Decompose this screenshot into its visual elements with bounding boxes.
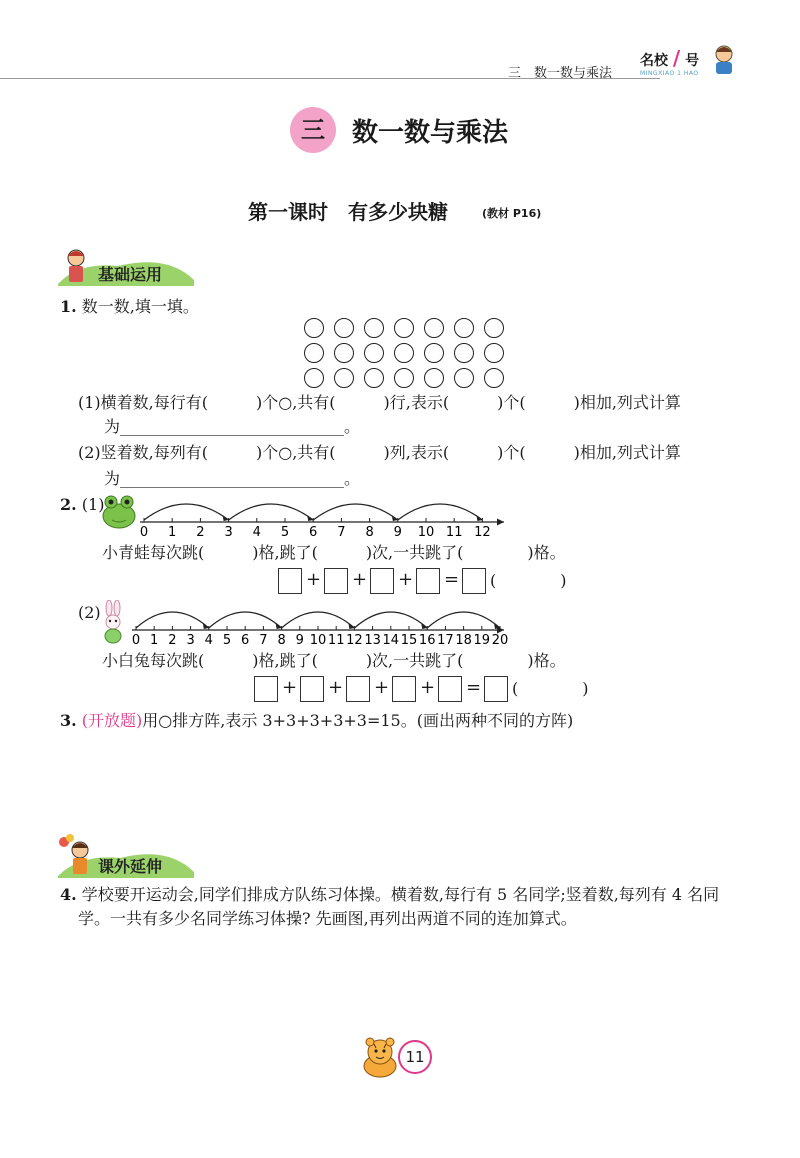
q1-prompt xyxy=(60,296,199,318)
tick-label: 2 xyxy=(168,633,177,648)
tick-label: 0 xyxy=(139,525,149,540)
q1-sub1-line1: (1)横着数,每行有( )个○,共有( )行,表示( )个( )相加,列式计算 xyxy=(78,393,681,412)
jump-arrowhead xyxy=(392,515,398,521)
tick-label: 16 xyxy=(418,633,436,648)
jump-arrowhead xyxy=(421,623,427,629)
tick-label: 2 xyxy=(196,525,205,540)
q1-circle-grid xyxy=(304,318,514,390)
tick-label: 7 xyxy=(259,633,268,648)
jump-arrowhead xyxy=(494,623,500,629)
brand-logo: 名校 / 号 xyxy=(640,46,700,70)
plus-sign: + xyxy=(328,677,344,698)
unit-paren: ( ) xyxy=(512,679,589,698)
jump-arrowhead xyxy=(348,623,354,629)
answer-box[interactable] xyxy=(254,676,278,702)
grid-circle xyxy=(304,343,324,363)
tick-label: 3 xyxy=(224,525,233,540)
grid-circle xyxy=(304,368,324,388)
plus-sign: + xyxy=(420,677,436,698)
jump-arc xyxy=(398,504,483,520)
q4-line1 xyxy=(60,884,719,906)
grid-circle xyxy=(334,343,354,363)
grid-circle xyxy=(364,343,384,363)
q2-number: 2. xyxy=(60,495,77,514)
brand-subtitle: MINGXIAO 1 HAO xyxy=(640,70,699,77)
grid-circle xyxy=(394,318,414,338)
tick-label: 9 xyxy=(393,525,402,540)
answer-box[interactable] xyxy=(300,676,324,702)
tick-label: 3 xyxy=(186,633,195,648)
section-title-extension: 课外延伸 xyxy=(98,857,163,876)
jump-arc xyxy=(136,612,209,628)
q3-number: 3. xyxy=(60,711,77,730)
grid-circle xyxy=(484,318,504,338)
jump-arrowhead xyxy=(307,515,313,521)
tick-label: 12 xyxy=(346,633,363,648)
grid-circle xyxy=(454,368,474,388)
brand-mark: 号 xyxy=(685,53,700,69)
grid-circle xyxy=(334,318,354,338)
tick-label: 1 xyxy=(150,633,159,648)
chapter-title: 数一数与乘法 xyxy=(352,118,509,148)
tick-label: 10 xyxy=(417,525,435,540)
q2-part2-text: 小白兔每次跳( )格,跳了( )次,一共跳了( )格。 xyxy=(102,651,566,670)
tick-label: 4 xyxy=(252,525,261,540)
tick-label: 8 xyxy=(277,633,286,648)
q1-sub1-line2: 为____________________________。 xyxy=(104,417,361,436)
q3-tag: (开放题) xyxy=(81,711,143,730)
answer-box[interactable] xyxy=(438,676,462,702)
tick-label: 20 xyxy=(491,633,509,648)
tick-label: 14 xyxy=(382,633,400,648)
jump-arc xyxy=(229,504,314,520)
header-chapter-nav: 三 数一数与乘法 xyxy=(508,66,613,81)
answer-box[interactable] xyxy=(346,676,370,702)
tick-label: 9 xyxy=(295,633,304,648)
tick-label: 11 xyxy=(327,633,345,648)
q2-equation-2 xyxy=(254,676,614,706)
q2-part1-label: (1) xyxy=(81,495,105,514)
grid-circle xyxy=(364,318,384,338)
tick-label: 7 xyxy=(337,525,346,540)
tick-label: 4 xyxy=(204,633,213,648)
tick-label: 0 xyxy=(131,633,141,648)
plus-sign: + xyxy=(306,569,322,590)
equals-sign: = xyxy=(444,569,460,590)
answer-box[interactable] xyxy=(416,568,440,594)
tiger-mascot-icon xyxy=(360,1036,400,1080)
grid-circle xyxy=(454,343,474,363)
plus-sign: + xyxy=(282,677,298,698)
q3-prompt xyxy=(60,710,573,732)
jump-arrowhead xyxy=(476,515,482,521)
tick-label: 1 xyxy=(168,525,177,540)
answer-box[interactable] xyxy=(370,568,394,594)
student-mascot-icon xyxy=(706,42,742,78)
section-title-basic: 基础运用 xyxy=(98,265,163,284)
tick-label: 13 xyxy=(364,633,381,648)
page-number: 11 xyxy=(405,1048,425,1066)
answer-box[interactable] xyxy=(462,568,486,594)
grid-circle xyxy=(484,343,504,363)
q1-sub2-line2: 为____________________________。 xyxy=(104,469,361,488)
plus-sign: + xyxy=(374,677,390,698)
plus-sign: + xyxy=(352,569,368,590)
tick-label: 8 xyxy=(365,525,374,540)
tick-label: 11 xyxy=(445,525,463,540)
lesson-title: 第一课时 有多少块糖 xyxy=(248,200,448,224)
grid-circle xyxy=(304,318,324,338)
q2-part2-label: (2) xyxy=(78,603,101,622)
tick-label: 17 xyxy=(437,633,454,648)
tick-label: 19 xyxy=(473,633,491,648)
jump-arc xyxy=(354,612,427,628)
brand-name: 名校 xyxy=(640,53,668,69)
number-line-arrowhead xyxy=(497,519,504,526)
lesson-reference: (教材 P16) xyxy=(482,207,542,220)
q4-number: 4. xyxy=(60,885,77,904)
q2-number-line-1 xyxy=(132,490,512,542)
q4-text-line2: 学。一共有多少名同学练习体操? 先画图,再列出两道不同的连加算式。 xyxy=(78,909,577,928)
tick-label: 5 xyxy=(222,633,232,648)
jump-arc xyxy=(313,504,398,520)
tick-label: 6 xyxy=(241,633,250,648)
tick-label: 10 xyxy=(309,633,327,648)
grid-circle xyxy=(394,343,414,363)
jump-arc xyxy=(427,612,500,628)
answer-box[interactable] xyxy=(278,568,302,594)
answer-box[interactable] xyxy=(324,568,348,594)
tick-label: 12 xyxy=(474,525,491,540)
grid-circle xyxy=(394,368,414,388)
grid-circle xyxy=(424,318,444,338)
tick-label: 18 xyxy=(455,633,472,648)
tick-label: 5 xyxy=(280,525,290,540)
equals-sign: = xyxy=(466,677,482,698)
jump-arc xyxy=(282,612,355,628)
grid-circle xyxy=(454,318,474,338)
plus-sign: + xyxy=(398,569,414,590)
q2-equation-1 xyxy=(278,568,578,598)
q1-text: 数一数,填一填。 xyxy=(81,297,199,316)
grid-circle xyxy=(424,343,444,363)
grid-circle xyxy=(424,368,444,388)
q4-text-line1: 学校要开运动会,同学们排成方队练习体操。横着数,每行有 5 名同学;竖着数,每列有 4 名同 xyxy=(81,885,720,904)
chapter-number: 三 xyxy=(301,115,325,144)
jump-arc xyxy=(209,612,282,628)
answer-box[interactable] xyxy=(392,676,416,702)
grid-circle xyxy=(364,368,384,388)
tick-label: 6 xyxy=(309,525,318,540)
unit-paren: ( ) xyxy=(490,571,567,590)
grid-circle xyxy=(334,368,354,388)
q1-sub2-line1: (2)竖着数,每列有( )个○,共有( )列,表示( )个( )相加,列式计算 xyxy=(78,443,681,462)
q2-part1-text: 小青蛙每次跳( )格,跳了( )次,一共跳了( )格。 xyxy=(102,543,566,562)
jump-arrowhead xyxy=(223,515,229,521)
q2-number-line-2 xyxy=(122,598,512,650)
q3-text: 用○排方阵,表示 3+3+3+3+3=15。(画出两种不同的方阵) xyxy=(142,711,574,730)
q1-number: 1. xyxy=(60,297,77,316)
tick-label: 15 xyxy=(400,633,418,648)
jump-arrowhead xyxy=(203,623,209,629)
grid-circle xyxy=(484,368,504,388)
jump-arrowhead xyxy=(276,623,282,629)
answer-box[interactable] xyxy=(484,676,508,702)
jump-arc xyxy=(144,504,229,520)
